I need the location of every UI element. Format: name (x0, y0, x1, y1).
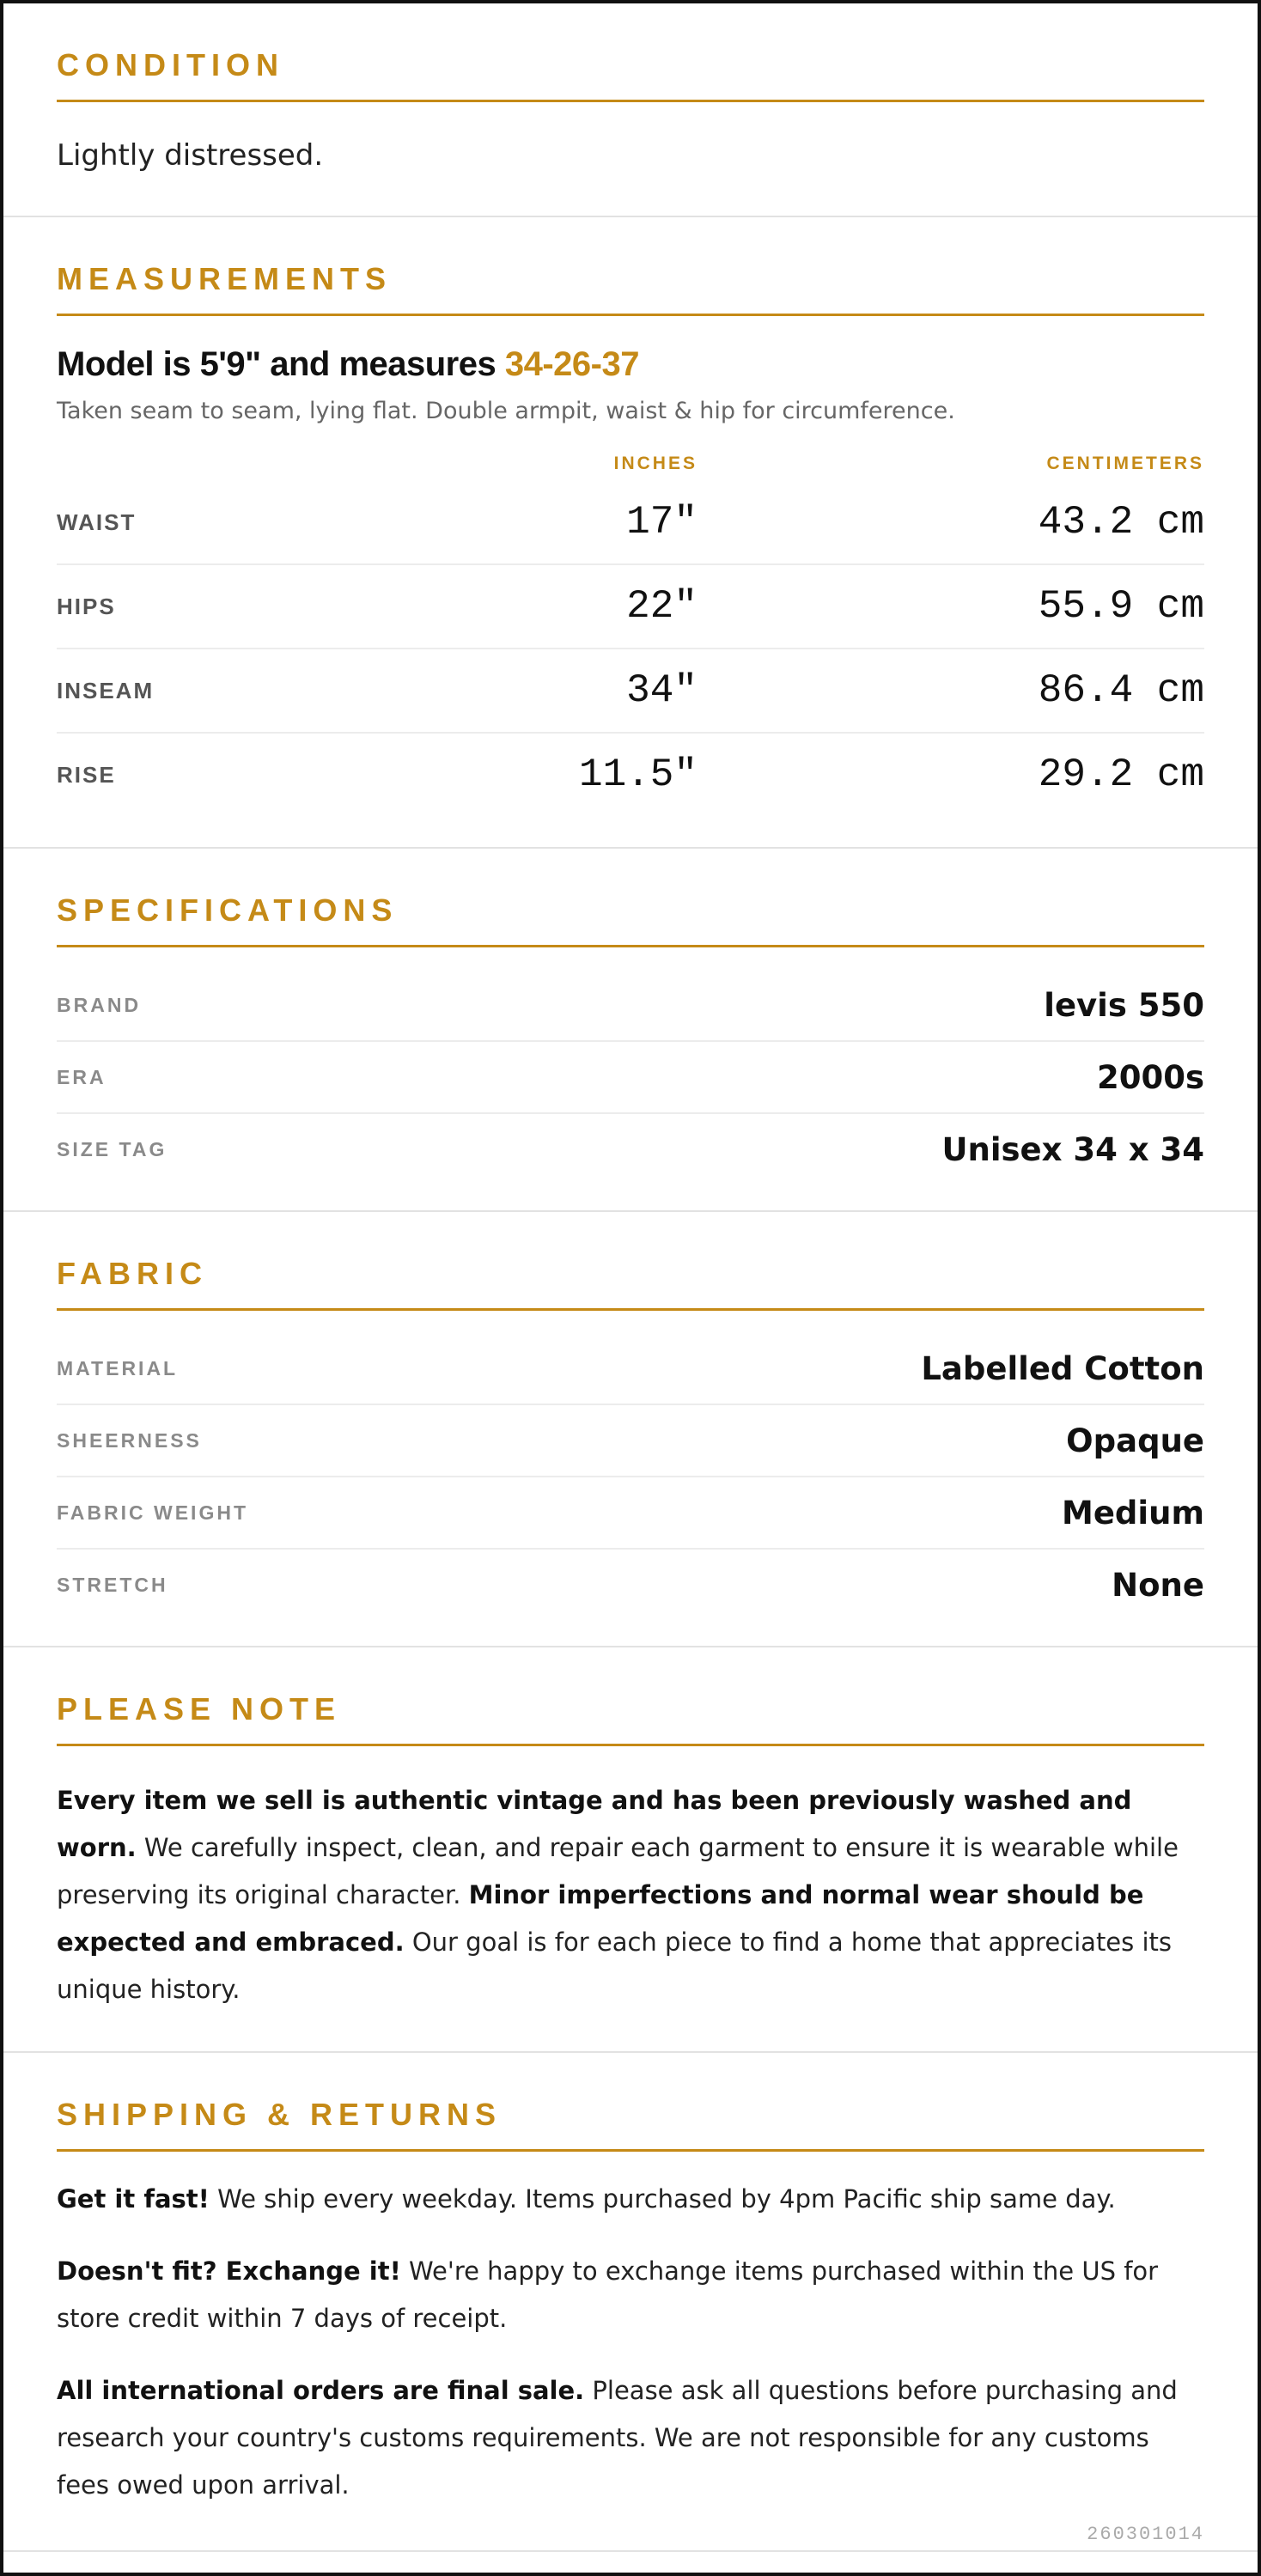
measurement-cm: 43.2 cm (1038, 500, 1204, 545)
product-code: 260301014 (1087, 2524, 1204, 2545)
inches-column-header: INCHES (613, 454, 698, 473)
table-row (57, 734, 1204, 816)
fabric-label: MATERIAL (57, 1356, 179, 1379)
specifications-heading: SPECIFICATIONS (57, 849, 1204, 947)
shipping-emphasis: Get it fast! (57, 2184, 210, 2214)
shipping-item (57, 2176, 1204, 2223)
measurement-cm: 55.9 cm (1038, 584, 1204, 629)
centimeters-column-header: CENTIMETERS (1046, 454, 1204, 473)
fabric-label: SHEERNESS (57, 1428, 202, 1452)
measurement-cm: 29.2 cm (1038, 752, 1204, 797)
specifications-list (57, 947, 1204, 1210)
list-item (57, 970, 1204, 1042)
measurements-table (57, 447, 1204, 847)
measurement-inches: 22" (626, 584, 698, 629)
note-text: Our goal is for each piece to find a home that appreciates its unique history. (57, 1927, 1173, 2004)
condition-heading: CONDITION (57, 3, 1204, 102)
shipping-item (57, 2248, 1204, 2342)
measurements-section (3, 217, 1258, 849)
fabric-section (3, 1212, 1258, 1647)
note-text: We carefully inspect, clean, and repair each garment to ensure it is wearable while preserving its original character. (57, 1833, 1179, 1909)
table-row (57, 481, 1204, 565)
shipping-text: We ship every weekday. Items purchased by 4pm Pacific ship same day. (209, 2184, 1116, 2214)
note-emphasis: Every item we sell is authentic vintage and has been previously washed and worn. (57, 1786, 1132, 1862)
note-emphasis: Minor imperfections and normal wear should be expected and embraced. (57, 1880, 1144, 1957)
measurement-note: Taken seam to seam, lying flat. Double armpit, waist & hip for circumference. (57, 398, 955, 424)
measurements-table-header (57, 447, 1204, 481)
specifications-section (3, 849, 1258, 1212)
shipping-heading: SHIPPING & RETURNS (57, 2053, 1204, 2152)
spec-label: SIZE TAG (57, 1137, 168, 1160)
model-measures: 34-26-37 (504, 345, 639, 383)
model-info (57, 345, 1204, 384)
shipping-emphasis: Doesn't fit? Exchange it! (57, 2256, 401, 2286)
measurement-label: RISE (57, 761, 116, 788)
list-item (57, 1550, 1204, 1620)
spec-value: Unisex 34 x 34 (941, 1130, 1204, 1168)
table-row (57, 649, 1204, 734)
please-note-text (57, 1777, 1204, 2013)
list-item (57, 1042, 1204, 1114)
spec-value: 2000s (1096, 1058, 1204, 1096)
condition-section (3, 3, 1258, 217)
spec-value: levis 550 (1044, 986, 1204, 1024)
fabric-value: Labelled Cotton (921, 1349, 1204, 1387)
list-item (57, 1114, 1204, 1184)
fabric-value: Opaque (1066, 1422, 1204, 1459)
condition-text: Lightly distressed. (57, 138, 324, 173)
shipping-text: Please ask all questions before purchasing and research your country's customs requirements. We are not responsible for any customs fees owed upon arrival. (57, 2376, 1178, 2500)
measurement-inches: 17" (626, 500, 698, 545)
list-item (57, 1333, 1204, 1405)
measurement-label: INSEAM (57, 677, 155, 703)
fabric-label: STRETCH (57, 1573, 168, 1596)
table-row (57, 565, 1204, 649)
model-info-prefix: Model is 5'9" and measures (57, 345, 505, 383)
fabric-label: FABRIC WEIGHT (57, 1501, 248, 1524)
shipping-emphasis: All international orders are final sale. (57, 2376, 585, 2405)
fabric-list (57, 1311, 1204, 1646)
measurements-heading: MEASUREMENTS (57, 217, 1204, 316)
list-item (57, 1405, 1204, 1477)
shipping-section (3, 2053, 1258, 2552)
shipping-text: We're happy to exchange items purchased within the US for store credit within 7 days of receipt. (57, 2256, 1159, 2333)
measurement-inches: 11.5" (578, 752, 698, 797)
fabric-value: Medium (1062, 1494, 1204, 1532)
measurement-inches: 34" (626, 668, 698, 713)
spec-label: BRAND (57, 993, 142, 1016)
please-note-heading: PLEASE NOTE (57, 1647, 1204, 1746)
measurement-cm: 86.4 cm (1038, 668, 1204, 713)
spec-label: ERA (57, 1065, 107, 1088)
fabric-value: None (1112, 1566, 1204, 1604)
measurement-label: WAIST (57, 509, 137, 535)
please-note-section (3, 1647, 1258, 2053)
fabric-heading: FABRIC (57, 1212, 1204, 1311)
measurement-label: HIPS (57, 593, 116, 619)
list-item (57, 1477, 1204, 1550)
shipping-item (57, 2367, 1204, 2509)
